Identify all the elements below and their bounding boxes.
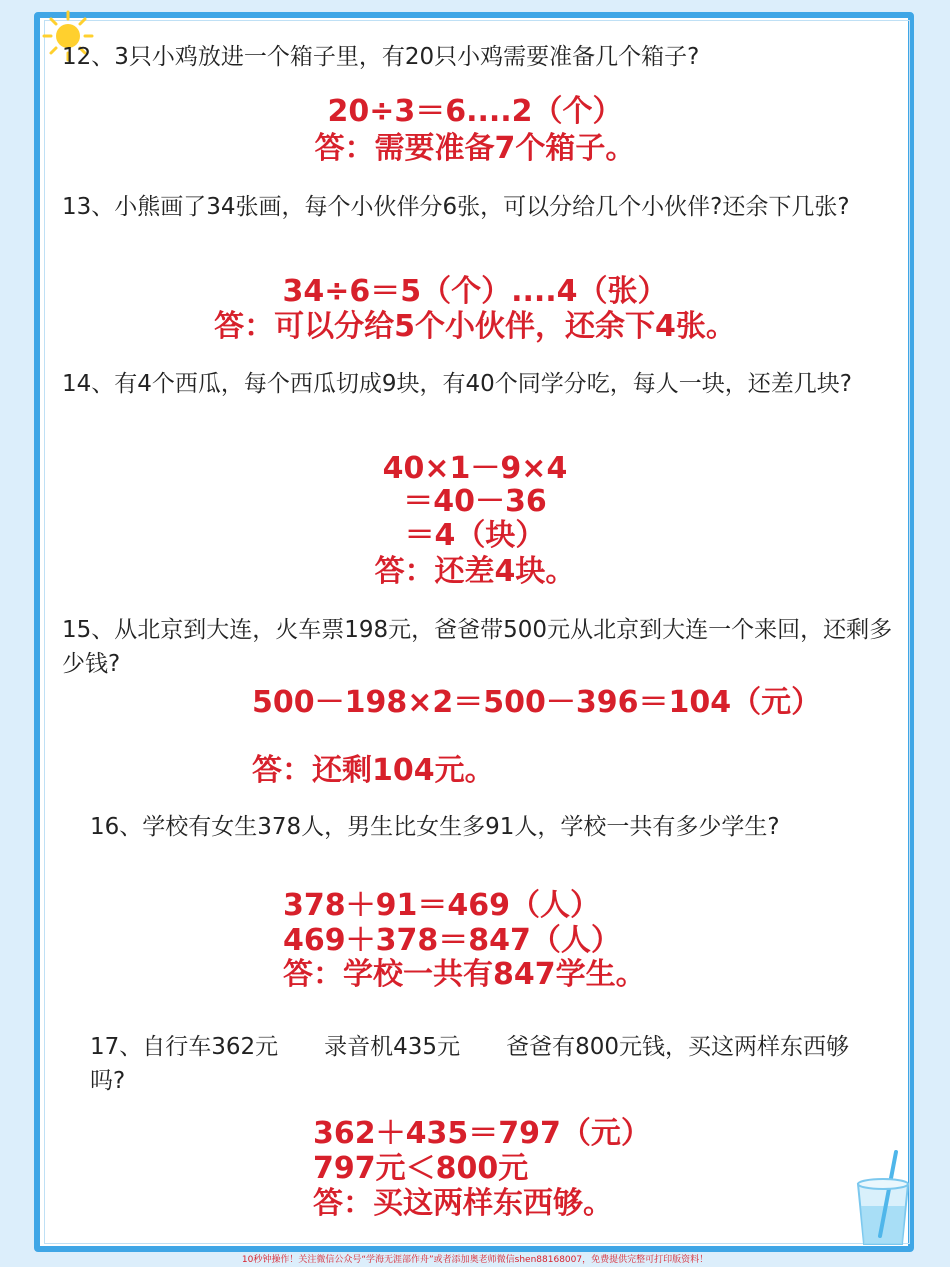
- answer-14-line2: ＝40－36: [403, 484, 547, 519]
- answer-14-line3: ＝4（块）: [404, 518, 546, 553]
- answer-16-line2: 469＋378＝847（人）: [283, 923, 621, 958]
- question-17: 17、自行车362元 录音机435元 爸爸有800元钱，买这两样东西够吗?: [90, 1034, 849, 1094]
- question-14: 14、有4个西瓜，每个西瓜切成9块，有40个同学分吃，每人一块，还差几块?: [62, 371, 853, 397]
- answer-15-statement: 答：还剩104元。: [252, 753, 495, 788]
- answer-16-statement: 答：学校一共有847学生。: [283, 957, 646, 992]
- answer-13-statement: 答：可以分给5个小伙伴，还余下4张。: [214, 309, 736, 344]
- answer-17-line2: 797元＜800元: [313, 1151, 529, 1186]
- question-16: 16、学校有女生378人，男生比女生多91人，学校一共有多少学生?: [90, 814, 780, 840]
- question-12: 12、3只小鸡放进一个箱子里，有20只小鸡需要准备几个箱子?: [62, 44, 700, 70]
- answer-15-equation: 500－198×2＝500－396＝104（元）: [252, 685, 822, 720]
- answer-17-statement: 答：买这两样东西够。: [313, 1186, 613, 1221]
- answer-16-line1: 378＋91＝469（人）: [283, 888, 600, 923]
- answer-17-line1: 362＋435＝797（元）: [313, 1116, 651, 1151]
- answer-14-statement: 答：还差4块。: [374, 554, 576, 589]
- answer-14-line1: 40×1－9×4: [382, 451, 568, 486]
- footer-note: 10秒钟操作！关注微信公众号“学海无涯部作舟”或者添加奥老师微信shen88168007，免费提供完整可打印版资料！: [241, 1255, 709, 1265]
- question-13: 13、小熊画了34张画，每个小伙伴分6张，可以分给几个小伙伴?还余下几张?: [62, 194, 850, 220]
- answer-12-statement: 答：需要准备7个箱子。: [314, 131, 636, 166]
- answer-13-equation: 34÷6＝5（个）....4（张）: [282, 274, 668, 309]
- question-15: 15、从北京到大连，火车票198元，爸爸带500元从北京到大连一个来回，还剩多少钱?: [62, 617, 893, 677]
- answer-12-equation: 20÷3＝6....2（个）: [327, 94, 623, 129]
